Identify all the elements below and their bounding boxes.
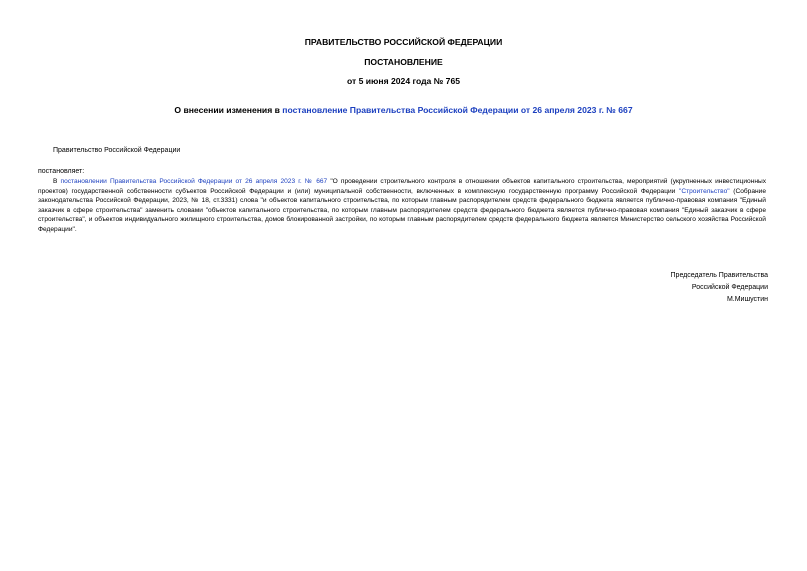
decides-label: постановляет: (38, 168, 85, 175)
paragraph-text-part1: "О проведении строительного контроля в отношении объектов капитального строительства, мероприятий (укрупненных инвестиционных проектов) государственной собственности субъектов Российской Федерации и (или) муниципальной собственности, включенных в комплексную государственную программу Российской Федерации (38, 178, 766, 195)
paragraph-text-part2: (Собрание законодательства Российской Федерации, 2023, № 18, ст.3331) слова "и объектов капитального строительства, по которым главным распорядителем средств федерального бюджета является публично-правовая компания "Единый заказчик в сфере строительства" заменить словами "объектов капитального строительства, по которым главным распорядителем средств федерального бюджета является публично-правовая компания "Единый заказчик в сфере строительства", и объектов индивидуального жилищного строительства, домов блокированной застройки, по которым главным распорядителем средств федерального бюджета является Министерство сельского хозяйства Российской Федерации". (38, 187, 766, 233)
paragraph-prefix: В (53, 178, 61, 185)
amendment-paragraph (38, 177, 766, 235)
subject-referenced-act-link[interactable]: постановление Правительства Российской Федерации от 26 апреля 2023 г. № 667 (282, 105, 633, 115)
signatory-name: М.Мишустин (726, 296, 768, 303)
government-label: Правительство Российской Федерации (53, 147, 181, 154)
signature-block (671, 270, 768, 306)
document-type: ПОСТАНОВЛЕНИЕ (364, 57, 443, 67)
signatory-title-line2: Российской Федерации (691, 284, 768, 291)
document-subject (0, 105, 807, 116)
resolution-667-link[interactable]: постановлении Правительства Российской Федерации от 26 апреля 2023 г. № 667 (60, 178, 328, 185)
subject-prefix: О внесении изменения в (174, 105, 283, 115)
issuing-authority: ПРАВИТЕЛЬСТВО РОССИЙСКОЙ ФЕДЕРАЦИИ (304, 37, 503, 47)
document-date-number: от 5 июня 2024 года № 765 (346, 76, 461, 86)
signatory-title-line1: Председатель Правительства (670, 272, 768, 279)
construction-program-link[interactable]: "Строительство" (679, 187, 730, 195)
